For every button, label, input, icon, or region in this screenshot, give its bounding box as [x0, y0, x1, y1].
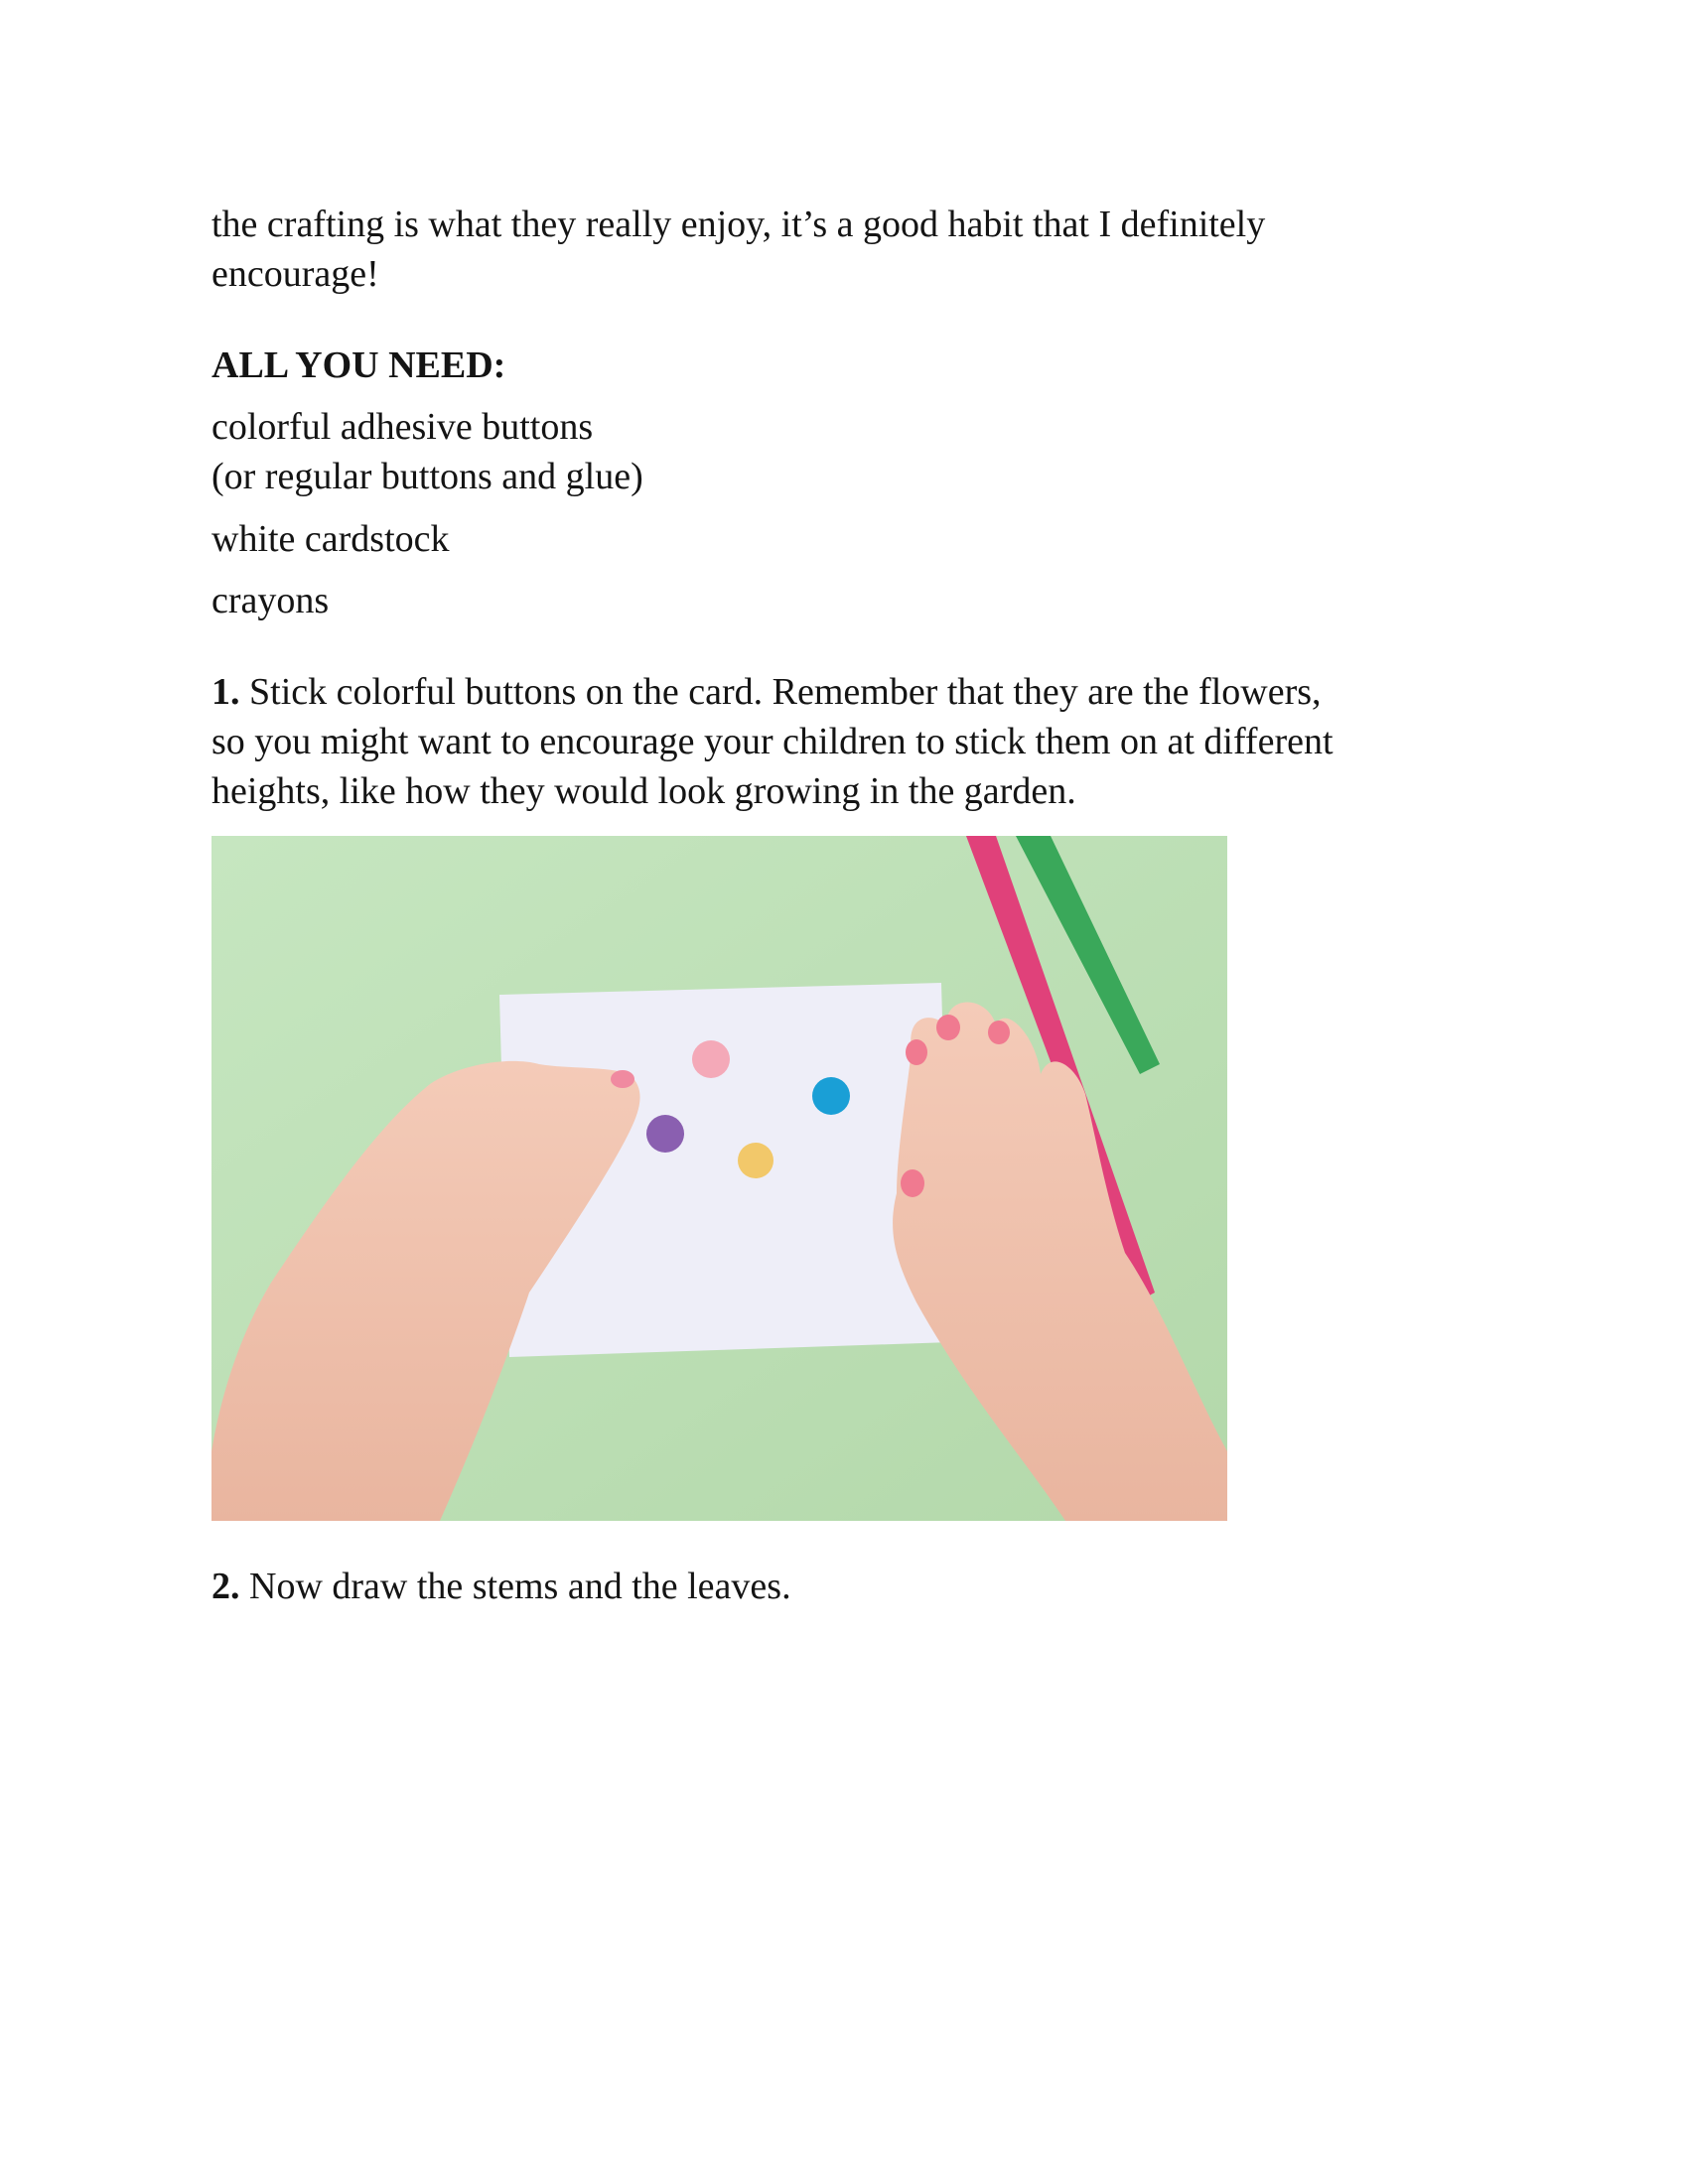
- step-text: Now draw the stems and the leaves.: [239, 1566, 791, 1607]
- material-item: crayons: [211, 580, 330, 621]
- step-1-line-1: [211, 667, 1322, 717]
- materials-heading: ALL YOU NEED:: [211, 344, 506, 386]
- nail: [936, 1015, 960, 1040]
- purple-button: [646, 1115, 684, 1153]
- step-1-line-2: so you might want to encourage your children to stick them on at different: [211, 721, 1334, 762]
- craft-photo-icon: [211, 836, 1227, 1521]
- step-number: 2.: [211, 1566, 240, 1607]
- step-1-line-3: heights, like how they would look growing in the garden.: [211, 770, 1076, 812]
- material-item: (or regular buttons and glue): [211, 456, 643, 497]
- yellow-button: [738, 1143, 774, 1178]
- craft-photo: [211, 836, 1227, 1521]
- intro-line-1: the crafting is what they really enjoy, it’s a good habit that I definitely: [211, 204, 1266, 245]
- material-item: white cardstock: [211, 518, 450, 560]
- nail: [906, 1039, 927, 1065]
- nail: [988, 1021, 1010, 1044]
- pink-button: [692, 1040, 730, 1078]
- step-number: 1.: [211, 671, 240, 713]
- nail: [901, 1169, 924, 1197]
- step-text: Stick colorful buttons on the card. Remember that they are the flowers,: [239, 671, 1322, 713]
- blue-button: [812, 1077, 850, 1115]
- step-2-line-1: [211, 1562, 791, 1611]
- material-item: colorful adhesive buttons: [211, 406, 594, 448]
- intro-line-2: encourage!: [211, 253, 379, 295]
- nail: [611, 1070, 634, 1088]
